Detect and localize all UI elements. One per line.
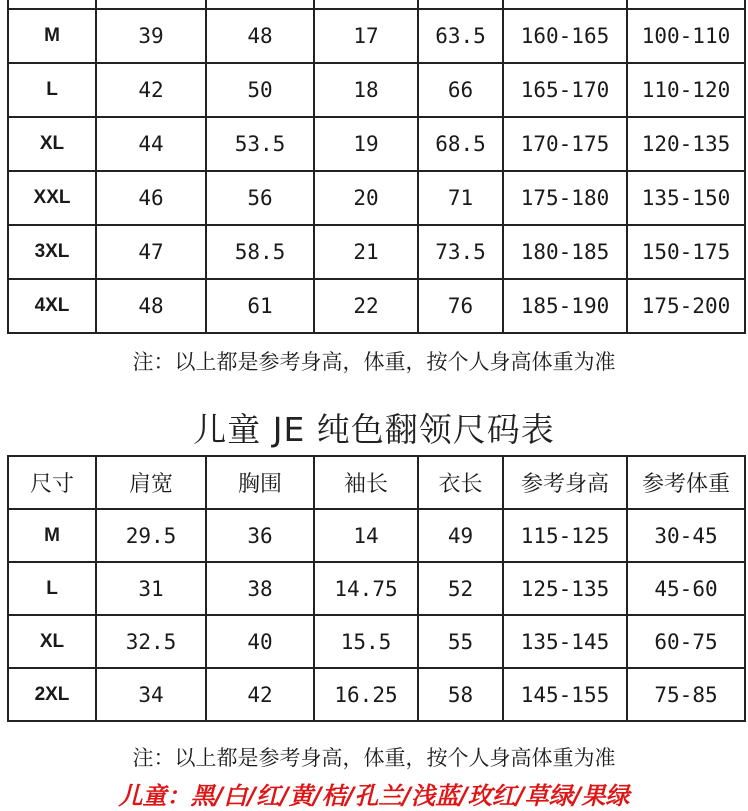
header-cell: 肩宽: [96, 456, 206, 509]
table-cell: [314, 0, 418, 9]
table-cell: 120-135: [627, 117, 745, 171]
table-cell: 125-135: [503, 562, 627, 615]
table-cell: 175-180: [503, 171, 627, 225]
table-cell: 170-175: [503, 117, 627, 171]
size-cell: 3XL: [8, 225, 96, 279]
size-cell: M: [8, 9, 96, 63]
table-cell: [418, 0, 503, 9]
table-cell: 30-45: [627, 509, 745, 562]
table-cell: 46: [96, 171, 206, 225]
table-cell: 48: [206, 9, 314, 63]
table-cell: 175-200: [627, 279, 745, 333]
table-cell: 71: [418, 171, 503, 225]
table-cell: 180-185: [503, 225, 627, 279]
table-cell: 68.5: [418, 117, 503, 171]
table-cell: 47: [96, 225, 206, 279]
adult-size-table-body: [8, 0, 745, 333]
table-cell: 20: [314, 171, 418, 225]
size-cell: L: [8, 63, 96, 117]
size-cell: L: [8, 562, 96, 615]
table-cell: 135-150: [627, 171, 745, 225]
table-cell: 21: [314, 225, 418, 279]
table-row: [8, 9, 745, 63]
table-cell: 100-110: [627, 9, 745, 63]
table-cell: 17: [314, 9, 418, 63]
size-cell: [8, 0, 96, 9]
table-cell: [96, 0, 206, 9]
table-header-row: [8, 456, 745, 509]
table-row: [8, 63, 745, 117]
table-cell: 49: [418, 509, 503, 562]
table-cell: 60-75: [627, 615, 745, 668]
table-cell: 44: [96, 117, 206, 171]
table-cell: 58: [418, 668, 503, 721]
header-cell: 参考身高: [503, 456, 627, 509]
size-cell: XXL: [8, 171, 96, 225]
table-cell: 15.5: [314, 615, 418, 668]
table-cell: 22: [314, 279, 418, 333]
table-cell: [503, 0, 627, 9]
table-row: [8, 668, 745, 721]
table-cell: 52: [418, 562, 503, 615]
size-cell: 4XL: [8, 279, 96, 333]
table-cell: 29.5: [96, 509, 206, 562]
table-cell: 39: [96, 9, 206, 63]
table-cell: 31: [96, 562, 206, 615]
header-cell: 衣长: [418, 456, 503, 509]
table-cell: 165-170: [503, 63, 627, 117]
header-cell: 胸围: [206, 456, 314, 509]
kids-table-title: 儿童 JE 纯色翻领尺码表: [193, 410, 555, 449]
adult-size-table: [7, 0, 746, 334]
table-cell: 42: [206, 668, 314, 721]
table-cell: 66: [418, 63, 503, 117]
table-cell: 76: [418, 279, 503, 333]
table-cell: 36: [206, 509, 314, 562]
table-cell: 160-165: [503, 9, 627, 63]
table-cell: 19: [314, 117, 418, 171]
size-note: 注：以上都是参考身高，体重，按个人身高体重为准: [132, 350, 616, 374]
table-cell: 185-190: [503, 279, 627, 333]
table-row: [8, 225, 745, 279]
kids-size-table-body: [8, 509, 745, 721]
table-row: [8, 562, 745, 615]
table-row: [8, 171, 745, 225]
table-cell: 45-60: [627, 562, 745, 615]
header-cell: 参考体重: [627, 456, 745, 509]
table-cell: 16.25: [314, 668, 418, 721]
table-cell: 48: [96, 279, 206, 333]
table-row: [8, 509, 745, 562]
table-cell: 56: [206, 171, 314, 225]
table-cell: 135-145: [503, 615, 627, 668]
size-cell: M: [8, 509, 96, 562]
kids-size-table: [7, 455, 746, 722]
table-cell: 145-155: [503, 668, 627, 721]
table-cell: 55: [418, 615, 503, 668]
table-row: [8, 117, 745, 171]
header-cell: 尺寸: [8, 456, 96, 509]
table-cell: 63.5: [418, 9, 503, 63]
table-row: [8, 615, 745, 668]
table-cell: 110-120: [627, 63, 745, 117]
table-cell: 150-175: [627, 225, 745, 279]
table-cell: 75-85: [627, 668, 745, 721]
table-cell: 50: [206, 63, 314, 117]
table-cell: 32.5: [96, 615, 206, 668]
table-cell: 53.5: [206, 117, 314, 171]
table-cell: [206, 0, 314, 9]
size-cell: 2XL: [8, 668, 96, 721]
table-cell: 58.5: [206, 225, 314, 279]
table-cell: 34: [96, 668, 206, 721]
table-cell: 61: [206, 279, 314, 333]
size-note-kids: 注：以上都是参考身高，体重，按个人身高体重为准: [132, 746, 616, 770]
table-cell: 38: [206, 562, 314, 615]
size-cell: XL: [8, 117, 96, 171]
table-cell: 14.75: [314, 562, 418, 615]
table-cell: 115-125: [503, 509, 627, 562]
table-row: [8, 279, 745, 333]
table-cell: 14: [314, 509, 418, 562]
header-cell: 袖长: [314, 456, 418, 509]
table-row: [8, 0, 745, 9]
table-cell: 42: [96, 63, 206, 117]
size-cell: XL: [8, 615, 96, 668]
table-cell: 73.5: [418, 225, 503, 279]
table-cell: 18: [314, 63, 418, 117]
table-cell: [627, 0, 745, 9]
kids-colors-list: 儿童：黑/白/红/黄/桔/孔兰/浅蓝/玫红/草绿/果绿: [118, 782, 630, 810]
table-cell: 40: [206, 615, 314, 668]
